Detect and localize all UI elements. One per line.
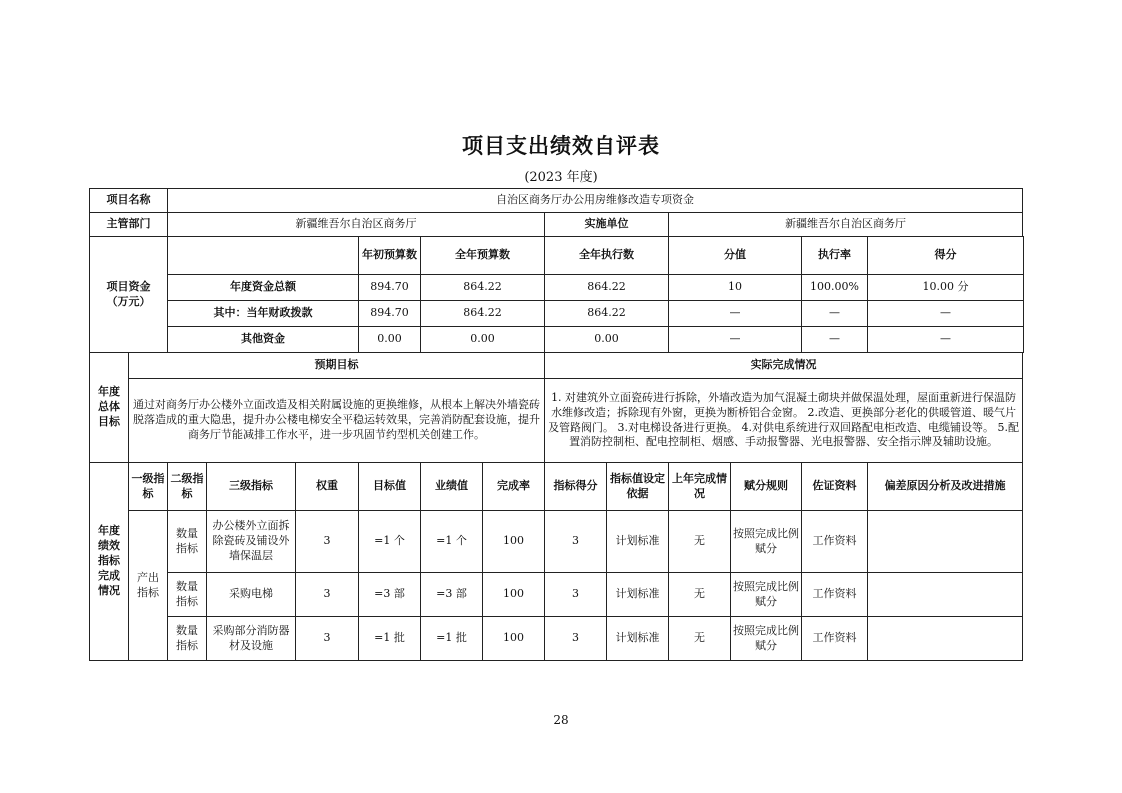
dept-label: 主管部门 [90, 213, 168, 237]
weight: 3 [296, 573, 359, 617]
funds-header-score-value: 分值 [669, 237, 802, 275]
funds-initial: 894.70 [359, 275, 421, 301]
project-row [90, 189, 1024, 213]
last-year: 无 [669, 511, 731, 573]
funds-full-budget: 864.22 [421, 275, 545, 301]
funds-header-score: 得分 [868, 237, 1024, 275]
evidence: 工作资料 [802, 573, 868, 617]
target-value: =1 个 [359, 511, 421, 573]
funds-executed: 864.22 [545, 301, 669, 327]
level3: 采购电梯 [207, 573, 296, 617]
performance-table [89, 188, 1024, 661]
header-completion: 完成率 [483, 463, 545, 511]
deviation [868, 511, 1023, 573]
funds-header-initial: 年初预算数 [359, 237, 421, 275]
indicators-header-row [90, 463, 1024, 511]
header-evidence: 佐证资料 [802, 463, 868, 511]
completion-rate: 100 [483, 511, 545, 573]
header-level2: 二级指标 [168, 463, 207, 511]
completion-rate: 100 [483, 573, 545, 617]
funds-row-name: 其中：当年财政拨款 [168, 301, 359, 327]
indicator-row [90, 511, 1024, 573]
weight: 3 [296, 617, 359, 661]
funds-rate: — [802, 327, 868, 353]
funds-rate: — [802, 301, 868, 327]
rule: 按照完成比例赋分 [731, 573, 802, 617]
funds-header-rate: 执行率 [802, 237, 868, 275]
level1-output: 产出 指标 [129, 511, 168, 661]
impl-label: 实施单位 [545, 213, 669, 237]
funds-score: — [868, 327, 1024, 353]
actual-completion-text: 1. 对建筑外立面瓷砖进行拆除，外墙改造为加气混凝土砌块并做保温处理，屋面重新进行保温防水维修改造；拆除现有外窗，更换为断桥铝合金窗。 2.改造、更换部分老化的供暖管道、暖气片及管路阀门。 3.对电梯设备进行更换。 4.对供电系统进行双回路配电柜改造、电缆铺设等。 5.配置消防控制柜、配电控制柜、烟感、手动报警器、光电报警器、安全指示牌及辅助设施。 [545, 379, 1023, 463]
basis: 计划标准 [607, 573, 669, 617]
basis: 计划标准 [607, 617, 669, 661]
level3: 办公楼外立面拆除瓷砖及铺设外墙保温层 [207, 511, 296, 573]
funds-row-name: 其他资金 [168, 327, 359, 353]
goals-header-row [90, 353, 1024, 379]
funds-corner [168, 237, 359, 275]
deviation [868, 617, 1023, 661]
last-year: 无 [669, 617, 731, 661]
funds-executed: 864.22 [545, 275, 669, 301]
actual-value: =1 个 [421, 511, 483, 573]
level2: 数量 指标 [168, 573, 207, 617]
funds-score-value: — [669, 327, 802, 353]
header-rule: 赋分规则 [731, 463, 802, 511]
completion-rate: 100 [483, 617, 545, 661]
evidence: 工作资料 [802, 511, 868, 573]
page-number: 28 [553, 713, 569, 727]
funds-rate: 100.00% [802, 275, 868, 301]
header-score: 指标得分 [545, 463, 607, 511]
weight: 3 [296, 511, 359, 573]
page-subtitle: (2023 年度) [524, 170, 598, 185]
target-value: =1 批 [359, 617, 421, 661]
basis: 计划标准 [607, 511, 669, 573]
funds-row-other [90, 327, 1024, 353]
funds-row-fiscal [90, 301, 1024, 327]
funds-initial: 0.00 [359, 327, 421, 353]
goals-label: 年度 总体 目标 [90, 353, 129, 463]
impl-value: 新疆维吾尔自治区商务厅 [669, 213, 1023, 237]
header-deviation: 偏差原因分析及改进措施 [868, 463, 1023, 511]
dept-row [90, 213, 1024, 237]
funds-executed: 0.00 [545, 327, 669, 353]
indicators-label: 年度 绩效 指标 完成 情况 [90, 463, 129, 661]
level2: 数量 指标 [168, 511, 207, 573]
funds-row-name: 年度资金总额 [168, 275, 359, 301]
indicator-row [90, 617, 1024, 661]
indicator-score: 3 [545, 511, 607, 573]
actual-value: =1 批 [421, 617, 483, 661]
funds-full-budget: 0.00 [421, 327, 545, 353]
indicator-row [90, 573, 1024, 617]
evidence: 工作资料 [802, 617, 868, 661]
rule: 按照完成比例赋分 [731, 617, 802, 661]
expected-goal-text: 通过对商务厅办公楼外立面改造及相关附属设施的更换维修，从根本上解决外墙瓷砖脱落造成的重大隐患，提升办公楼电梯安全平稳运转效果，完善消防配套设施，提升商务厅节能减排工作水平，进一步巩固节约型机关创建工作。 [129, 379, 545, 463]
funds-score: — [868, 301, 1024, 327]
expected-goal-label: 预期目标 [129, 353, 545, 379]
funds-full-budget: 864.22 [421, 301, 545, 327]
funds-score-value: — [669, 301, 802, 327]
level2: 数量 指标 [168, 617, 207, 661]
indicator-score: 3 [545, 573, 607, 617]
last-year: 无 [669, 573, 731, 617]
target-value: =3 部 [359, 573, 421, 617]
header-basis: 指标值设定依据 [607, 463, 669, 511]
header-last-year: 上年完成情况 [669, 463, 731, 511]
funds-score: 10.00 分 [868, 275, 1024, 301]
funds-initial: 894.70 [359, 301, 421, 327]
header-level1: 一级指标 [129, 463, 168, 511]
actual-completion-label: 实际完成情况 [545, 353, 1023, 379]
dept-value: 新疆维吾尔自治区商务厅 [168, 213, 545, 237]
funds-row-total [90, 275, 1024, 301]
funds-header-full: 全年预算数 [421, 237, 545, 275]
funds-header-row [90, 237, 1024, 275]
page-title: 项目支出绩效自评表 [462, 134, 660, 158]
header-weight: 权重 [296, 463, 359, 511]
indicator-score: 3 [545, 617, 607, 661]
level3: 采购部分消防器材及设施 [207, 617, 296, 661]
header-level3: 三级指标 [207, 463, 296, 511]
project-name: 自治区商务厅办公用房维修改造专项资金 [168, 189, 1023, 213]
deviation [868, 573, 1023, 617]
funds-label: 项目资金 （万元） [90, 237, 168, 353]
project-label: 项目名称 [90, 189, 168, 213]
header-target: 目标值 [359, 463, 421, 511]
goals-content-row [90, 379, 1024, 463]
funds-score-value: 10 [669, 275, 802, 301]
funds-header-executed: 全年执行数 [545, 237, 669, 275]
rule: 按照完成比例赋分 [731, 511, 802, 573]
header-actual: 业绩值 [421, 463, 483, 511]
actual-value: =3 部 [421, 573, 483, 617]
